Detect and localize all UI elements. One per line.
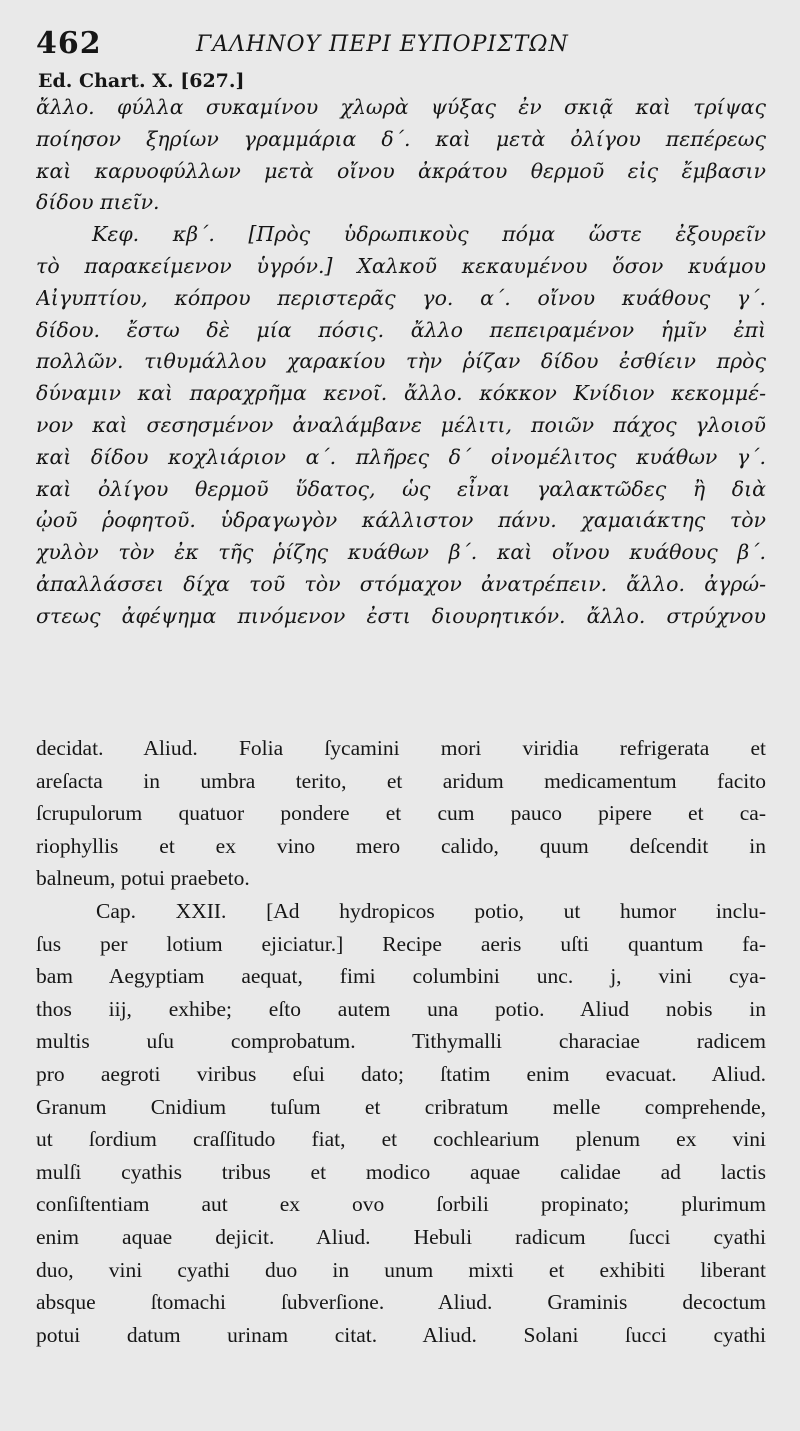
- greek-line: δίδου πιεῖν.: [36, 190, 160, 215]
- latin-line: ut ſordium craſſitudo fiat, et cochlearium plenum ex vini: [36, 1127, 766, 1152]
- latin-line: ſus per lotium ejiciatur.] Recipe aeris uſti quantum fa-: [36, 931, 766, 956]
- greek-line: ἀπαλλάσσει δίχα τοῦ τὸν στόμαχον ἀνατρέπειν. ἄλλο. ἀγρώ-: [36, 571, 766, 596]
- latin-line: riophyllis et ex vino mero calido, quum deſcendit in: [36, 833, 766, 858]
- page-number: 462: [36, 26, 102, 61]
- greek-line: στεως ἀφέψημα πινόμενον ἐστι διουρητικόν. ἄλλο. στρύχνου: [36, 603, 766, 628]
- latin-line: duo, vini cyathi duo in unum mixti et exhibiti liberant: [36, 1257, 766, 1282]
- latin-line: mulſi cyathis tribus et modico aquae calidae ad lactis: [36, 1159, 766, 1184]
- latin-line: pro aegroti viribus eſui dato; ſtatim enim evacuat. Aliud.: [36, 1061, 766, 1086]
- latin-line: enim aquae dejicit. Aliud. Hebuli radicum ſucci cyathi: [36, 1224, 766, 1249]
- latin-text-block: [36, 732, 766, 1351]
- latin-line: absque ſtomachi ſubverſione. Aliud. Graminis decoctum: [36, 1290, 766, 1315]
- greek-line: Αἰγυπτίου, κόπρου περιστερᾶς γο. α΄. οἴνου κυάθους γ΄.: [36, 285, 766, 310]
- greek-line: ἄλλο. φύλλα συκαμίνου χλωρὰ ψύξας ἐν σκιᾷ καὶ τρίψας: [36, 95, 766, 119]
- page-header: [36, 26, 764, 66]
- latin-line: bam Aegyptiam aequat, fimi columbini unc. j, vini cya-: [36, 964, 766, 989]
- latin-line: ſcrupulorum quatuor pondere et cum pauco pipere et ca-: [36, 801, 766, 826]
- latin-line: Granum Cnidium tuſum et cribratum melle comprehende,: [36, 1094, 766, 1119]
- greek-line: τὸ παρακείμενον ὑγρόν.] Χαλκοῦ κεκαυμένου ὅσον κυάμου: [36, 253, 766, 278]
- latin-line: conſiſtentiam aut ex ovo ſorbili propinato; plurimum: [36, 1192, 766, 1217]
- greek-line: καὶ δίδου κοχλιάριον α΄. πλῆρες δ΄ οἰνομέλιτος κυάθων γ΄.: [36, 444, 766, 469]
- latin-line: potui datum urinam citat. Aliud. Solani ſucci cyathi: [36, 1322, 766, 1347]
- greek-line: πολλῶν. τιθυμάλλου χαρακίου τὴν ῥίζαν δίδου ἐσθίειν πρὸς: [36, 349, 766, 374]
- latin-line: thos iij, exhibe; eſto autem una potio. Aliud nobis in: [36, 996, 766, 1021]
- running-title: ΓΑΛΗΝΟΥ ΠΕΡΙ ΕΥΠΟΡΙΣΤΩΝ: [196, 32, 569, 57]
- latin-line: multis uſu comprobatum. Tithymalli characiae radicem: [36, 1029, 766, 1054]
- greek-line: δύναμιν καὶ παραχρῆμα κενοῖ. ἄλλο. κόκκον Κνίδιον κεκομμέ-: [36, 381, 766, 406]
- greek-chapter-heading-line: Κεφ. κβ΄. [Πρὸς ὑδρωπικοὺς πόμα ὥστε ἐξουρεῖν: [92, 222, 766, 247]
- greek-line: ᾠοῦ ῥοφητοῦ. ὑδραγωγὸν κάλλιστον πάνυ. χαμαιάκτης τὸν: [36, 508, 766, 533]
- latin-line: balneum, potui praebeto.: [36, 866, 250, 891]
- latin-line: decidat. Aliud. Folia ſycamini mori viridia refrigerata et: [36, 736, 766, 760]
- greek-line: δίδου. ἔστω δὲ μία πόσις. ἄλλο πεπειραμένον ἡμῖν ἐπὶ: [36, 317, 766, 342]
- greek-line: καὶ ὀλίγου θερμοῦ ὕδατος, ὡς εἶναι γαλακτῶδες ἢ διὰ: [36, 476, 766, 501]
- latin-line: areſacta in umbra terito, et aridum medicamentum facito: [36, 768, 766, 793]
- latin-chapter-heading-line: Cap. XXII. [Ad hydropicos potio, ut humor inclu-: [96, 898, 766, 923]
- greek-line: καὶ καρυοφύλλων μετὰ οἴνου ἀκράτου θερμοῦ εἰς ἔμβασιν: [36, 158, 766, 183]
- edition-note: Ed. Chart. X. [627.]: [38, 70, 245, 92]
- greek-line: χυλὸν τὸν ἐκ τῆς ῥίζης κυάθων β΄. καὶ οἴνου κυάθους β΄.: [36, 540, 766, 565]
- greek-line: νον καὶ σεσησμένον ἀναλάμβανε μέλιτι, ποιῶν πάχος γλοιοῦ: [36, 412, 766, 437]
- greek-text-block: [36, 92, 766, 633]
- greek-line: ποίησον ξηρίων γραμμάρια δ΄. καὶ μετὰ ὀλίγου πεπέρεως: [36, 126, 766, 151]
